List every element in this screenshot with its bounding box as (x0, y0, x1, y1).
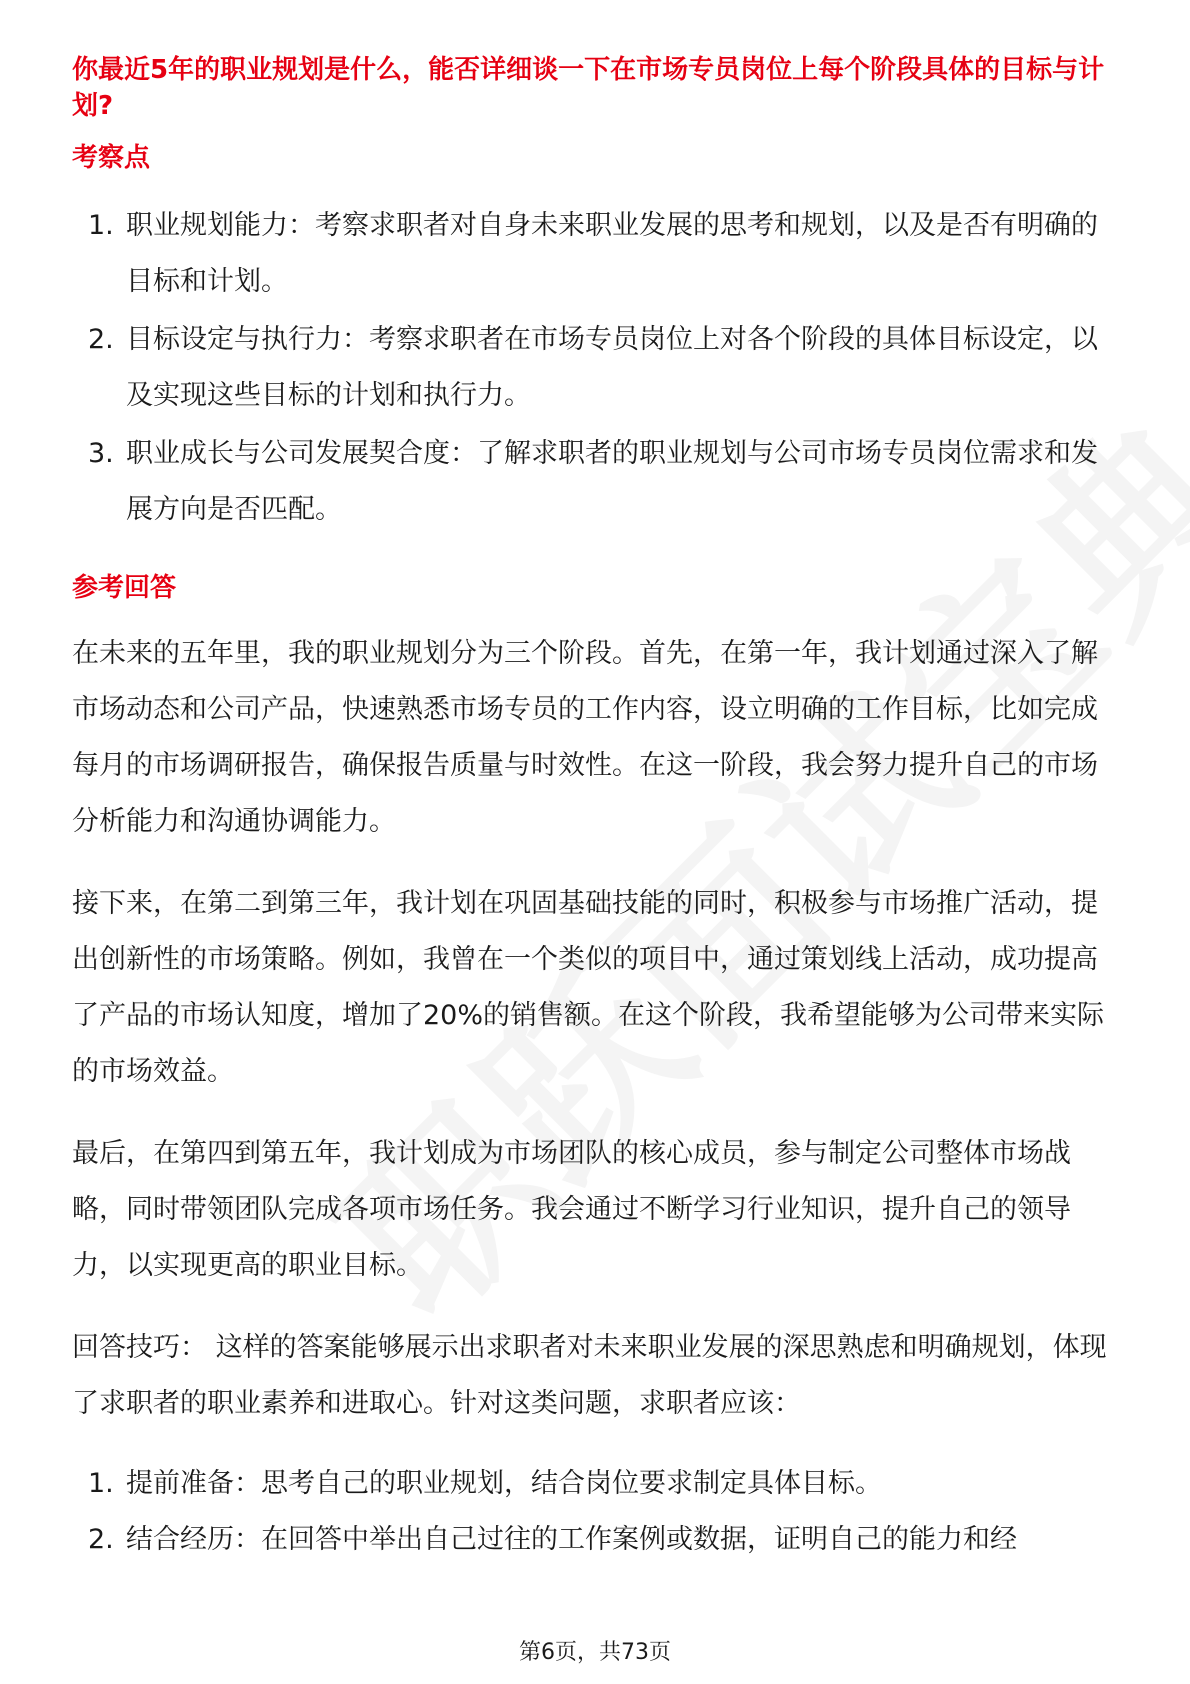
answer-tips-paragraph: 回答技巧： 这样的答案能够展示出求职者对未来职业发展的深思熟虑和明确规划，体现了求职者的职业素养和进取心。针对这类问题，求职者应该： (72, 1332, 1107, 1419)
list-item (72, 1456, 1118, 1512)
list-item-number: 1. (88, 210, 114, 241)
list-item (72, 312, 1118, 424)
list-item-text: 结合经历：在回答中举出自己过往的工作案例或数据，证明自己的能力和经 (126, 1524, 1017, 1555)
answer-paragraph: 在未来的五年里，我的职业规划分为三个阶段。首先，在第一年，我计划通过深入了解市场动态和公司产品，快速熟悉市场专员的工作内容，设立明确的工作目标，比如完成每月的市场调研报告，确保报告质量与时效性。在这一阶段，我会努力提升自己的市场分析能力和沟通协调能力。 (72, 638, 1098, 837)
tips-list (72, 1456, 1118, 1568)
list-item (72, 198, 1118, 310)
answer-section-title: 参考回答 (72, 573, 177, 603)
list-item (72, 426, 1118, 538)
page-content (72, 52, 1118, 1568)
list-item-number: 3. (88, 438, 114, 469)
list-item-text: 职业成长与公司发展契合度：了解求职者的职业规划与公司市场专员岗位需求和发展方向是否匹配。 (126, 438, 1098, 525)
page-footer: 第6页，共73页 (519, 1640, 671, 1665)
list-item-text: 提前准备：思考自己的职业规划，结合岗位要求制定具体目标。 (126, 1468, 882, 1499)
list-item (72, 1512, 1118, 1568)
list-item-text: 目标设定与执行力：考察求职者在市场专员岗位上对各个阶段的具体目标设定，以及实现这些目标的计划和执行力。 (126, 324, 1098, 411)
answer-paragraph: 最后，在第四到第五年，我计划成为市场团队的核心成员，参与制定公司整体市场战略，同时带领团队完成各项市场任务。我会通过不断学习行业知识，提升自己的领导力，以实现更高的职业目标。 (72, 1138, 1071, 1281)
list-item-number: 1. (88, 1468, 114, 1499)
list-item-number: 2. (88, 324, 114, 355)
points-section-title: 考察点 (72, 143, 151, 173)
list-item-text: 职业规划能力：考察求职者对自身未来职业发展的思考和规划，以及是否有明确的目标和计划。 (126, 210, 1098, 297)
list-item-number: 2. (88, 1524, 114, 1555)
question-heading: 你最近5年的职业规划是什么，能否详细谈一下在市场专员岗位上每个阶段具体的目标与计划? (72, 55, 1105, 121)
answer-paragraph: 接下来，在第二到第三年，我计划在巩固基础技能的同时，积极参与市场推广活动，提出创新性的市场策略。例如，我曾在一个类似的项目中，通过策划线上活动，成功提高了产品的市场认知度，增加了20%的销售额。在这个阶段，我希望能够为公司带来实际的市场效益。 (72, 888, 1105, 1087)
points-list (72, 198, 1118, 538)
